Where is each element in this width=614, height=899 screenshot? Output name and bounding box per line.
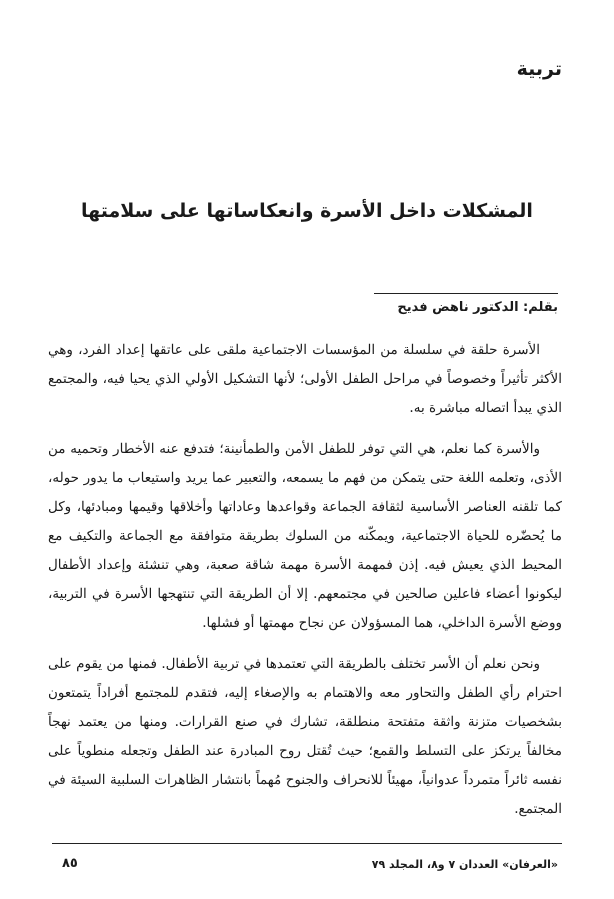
page-number: ٨٥	[62, 856, 78, 871]
author-byline: بقلم: الدكتور ناهض فديح	[397, 300, 558, 315]
journal-citation: «العرفان» العددان ٧ و٨، المجلد ٧٩	[371, 858, 558, 871]
article-title: المشكلات داخل الأسرة وانعكاساتها على سلامتها	[81, 200, 533, 222]
author-divider	[374, 293, 558, 294]
section-label: تربية	[516, 58, 562, 80]
footer-divider	[52, 843, 562, 844]
paragraph: الأسرة حلقة في سلسلة من المؤسسات الاجتماعية ملقى على عاتقها إعداد الفرد، وهي الأكثر تأثيراً وخصوصاً في مراحل الطفل الأولى؛ لأنها التشكيل الأولي الذي يحيا فيه، والمجتمع الذي يبدأ اتصاله مباشرة به.	[48, 342, 562, 416]
paragraph: والأسرة كما نعلم، هي التي توفر للطفل الأمن والطمأنينة؛ فتدفع عنه الأخطار وتحميه من الأذى، وتعلمه اللغة حتى يتمكن من فهم ما يسمعه، والتعبير عما يريد واستيعاب ما يدور حوله، كما تلقنه العناصر الأساسية لثقافة الجماعة وقواعدها وعاداتها وأخلاقها وقيمها ومبادئها، وكل ما يُحضّره للحياة الاجتماعية، ويمكّنه من السلوك بطريقة متوافقة مع الجماعة والتكيف مع المحيط الذي يعيش فيه. إذن فمهمة الأسرة مهمة شاقة صعبة، وهي تنشئة وإعداد الأطفال ليكونوا أعضاء فاعلين صالحين في مجتمعهم. إلا أن الطريقة التي تنتهجها الأسرة في التربية، ووضع الأسرة الداخلي، هما المسؤولان عن نجاح مهمتها أو فشلها.	[48, 441, 562, 631]
article-body	[48, 336, 562, 836]
paragraph: ونحن نعلم أن الأسر تختلف بالطريقة التي تعتمدها في تربية الأطفال. فمنها من يقوم على احترام رأي الطفل والتحاور معه والاهتمام به والإصغاء إليه، فتقدم للمجتمع أفراداً يتمتعون بشخصيات متزنة واثقة متفتحة منطلقة، تشارك في صنع القرارات. ومنها من يعتمد نهجاً مخالفاً يرتكز على التسلط والقمع؛ حيث تُقتل روح المبادرة عند الطفل وتجعله منطوياً على نفسه ثائراً متمرداً عدوانياً، مهيئاً للانحراف والجنوح مُهماً بانتشار الظاهرات السلبية السيئة في المجتمع.	[48, 656, 562, 817]
